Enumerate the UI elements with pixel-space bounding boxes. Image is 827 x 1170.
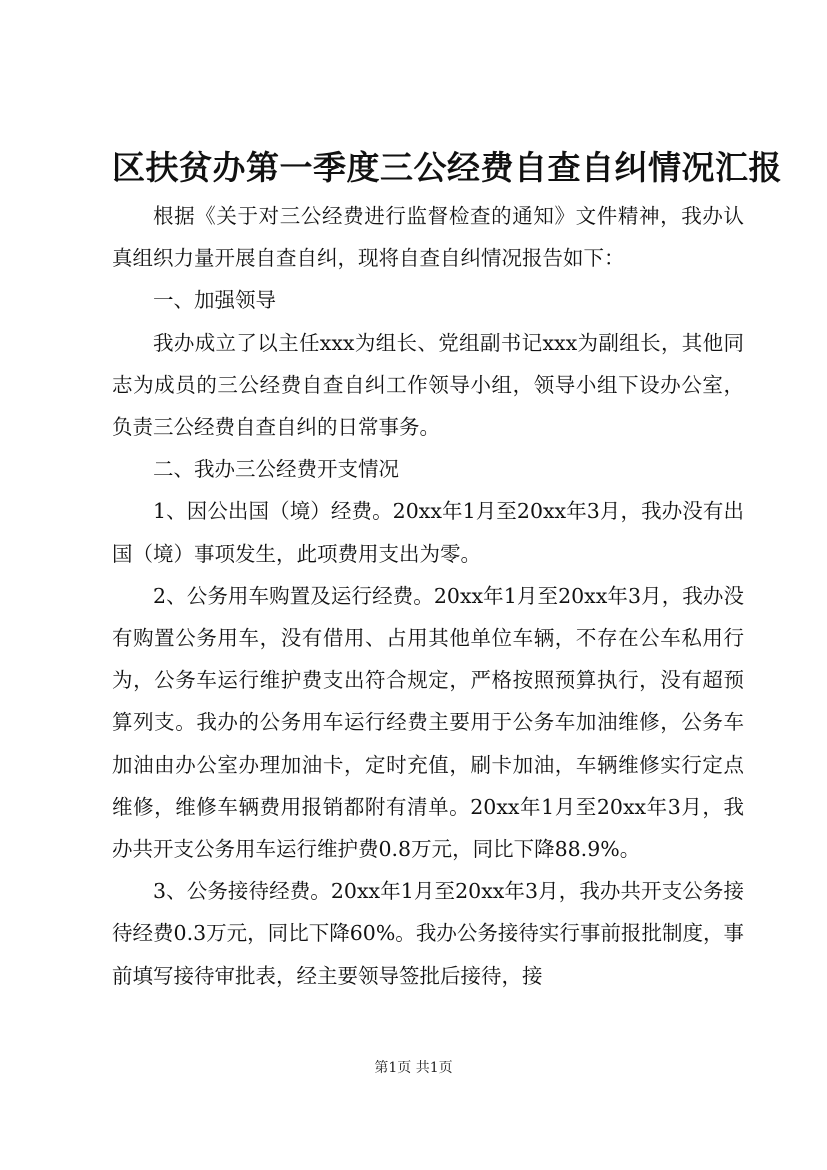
paragraph-intro: 根据《关于对三公经费进行监督检查的通知》文件精神，我办认真组织力量开展自查自纠，现将自查自纠情况报告如下： [112, 204, 744, 271]
section-heading-1: 一、加强领导 [153, 288, 276, 313]
section-heading-2: 二、我办三公经费开支情况 [153, 457, 399, 482]
paragraph-leadership: 我办成立了以主任xxx为组长、党组副书记xxx为副组长，其他同志为成员的三公经费自查自纠工作领导小组，领导小组下设办公室，负责三公经费自查自纠的日常事务。 [112, 330, 744, 440]
paragraph-reception-expense: 3、公务接待经费。20xx年1月至20xx年3月，我办共开支公务接待经费0.3万元，同比下降60%。我办公务接待实行事前报批制度，事前填写接待审批表，经主要领导签批后接待，接 [112, 879, 744, 988]
page-footer: 第1页 共1页 [374, 1060, 453, 1076]
paragraph-overseas-expense: 1、因公出国（境）经费。20xx年1月至20xx年3月，我办没有出国（境）事项发生，此项费用支出为零。 [112, 499, 744, 566]
paragraph-vehicle-expense: 2、公务用车购置及运行经费。20xx年1月至20xx年3月，我办没有购置公务用车，没有借用、占用其他单位车辆，不存在公车私用行为，公务车运行维护费支出符合规定，严格按照预算执行，没有超预算列支。我办的公务用车运行经费主要用于公务车加油维修，公务车加油由办公室办理加油卡，定时充值，刷卡加油，车辆维修实行定点维修，维修车辆费用报销都附有清单。20xx年1月至20xx年3月，我办共开支公务用车运行维护费0.8万元，同比下降88.9%。 [112, 583, 744, 862]
document-title: 区扶贫办第一季度三公经费自查自纠情况汇报 [112, 148, 782, 187]
document-body [112, 195, 744, 997]
